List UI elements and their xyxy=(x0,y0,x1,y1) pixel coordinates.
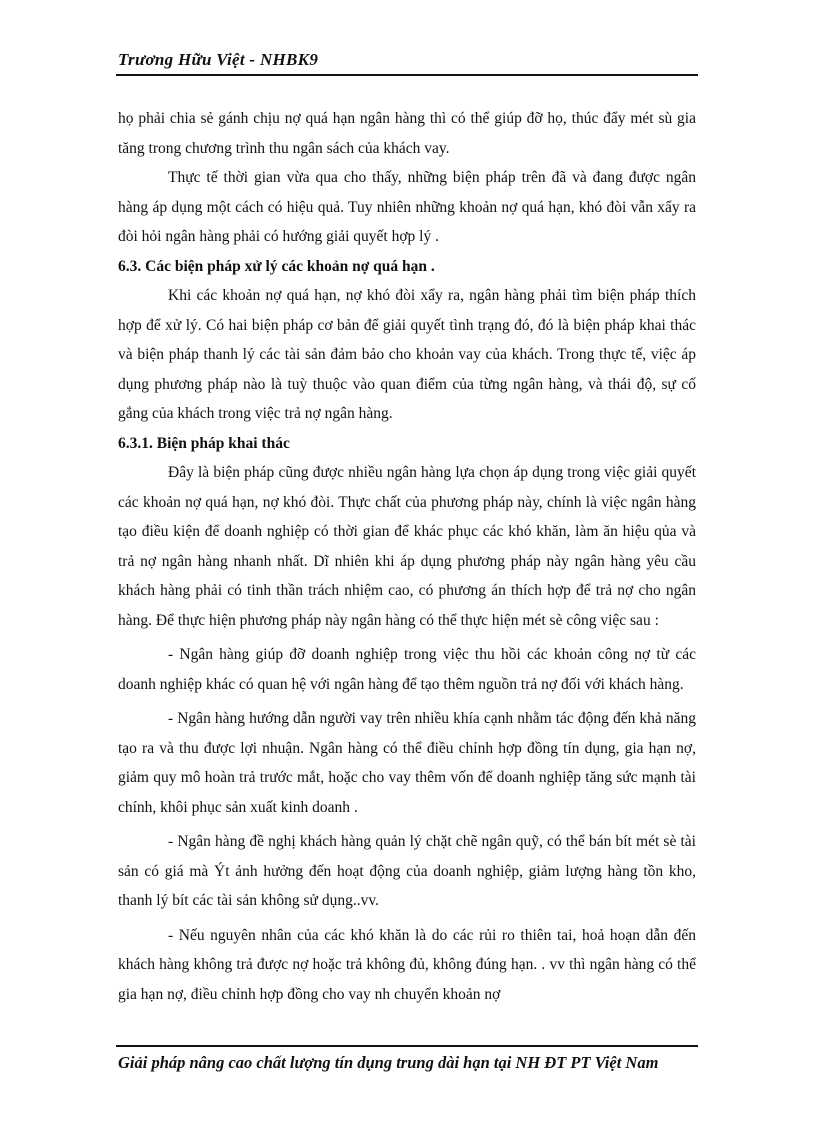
subsection-heading: 6.3.1. Biện pháp khai thác xyxy=(118,434,290,452)
page-header-title: Trương Hữu Việt - NHBK9 xyxy=(118,50,319,69)
list-item: - Ngân hàng hướng dẫn người vay trên nhiều khía cạnh nhằm tác động đến khả năng tạo ra và thu được lợi nhuận. Ngân hàng có thể điều chỉnh hợp đồng tín dụng, gia hạn nợ, giảm quy mô hoàn trả trước mắt, hoặc cho vay thêm vốn để doanh nghiệp tăng sức mạnh tài chính, khôi phục sản xuất kinh doanh . xyxy=(118,710,696,816)
page-footer-title: Giải pháp nâng cao chất lượng tín dụng trung dài hạn tại NH ĐT PT Việt Nam xyxy=(118,1053,659,1072)
list-item: - Ngân hàng đề nghị khách hàng quản lý chặt chẽ ngân quỹ, có thể bán bít mét sè tài sản có giá mà Ýt ảnh hưởng đến hoạt động của doanh nghiệp, giảm lượng hàng tồn kho, thanh lý bít các tài sản không sử dụng..vv. xyxy=(118,833,696,909)
paragraph: Thực tế thời gian vừa qua cho thấy, những biện pháp trên đã và đang được ngân hàng áp dụng một cách có hiệu quả. Tuy nhiên những khoản nợ quá hạn, khó đòi vẫn xẩy ra đòi hỏi ngân hàng phải có hướng giải quyết hợp lý . xyxy=(118,169,696,245)
page-content xyxy=(118,104,696,1009)
footer-divider xyxy=(116,1045,698,1047)
paragraph: Khi các khoản nợ quá hạn, nợ khó đòi xẩy ra, ngân hàng phải tìm biện pháp thích hợp để xử lý. Có hai biện pháp cơ bản để giải quyết tình trạng đó, đó là biện pháp khai thác và biện pháp thanh lý các tài sản đảm bảo cho khoản vay của khách. Trong thực tế, việc áp dụng phương pháp nào là tuỳ thuộc vào quan điểm của từng ngân hàng, và thái độ, sự cố gắng của khách trong việc trả nợ ngân hàng. xyxy=(118,287,696,422)
paragraph: Đây là biện pháp cũng được nhiều ngân hàng lựa chọn áp dụng trong việc giải quyết các khoản nợ quá hạn, nợ khó đòi. Thực chất của phương pháp này, chính là việc ngân hàng tạo điều kiện để doanh nghiệp có thời gian để khác phục các khó khăn, làm ăn hiệu qủa và trả nợ ngân hàng nhanh nhất. Dĩ nhiên khi áp dụng phương pháp này ngân hàng yêu cầu khách hàng phải có tinh thần trách nhiệm cao, có phương án thích hợp để trả nợ cho ngân hàng. Để thực hiện phương pháp này ngân hàng có thể thực hiện mét sè công việc sau : xyxy=(118,464,696,629)
header-divider xyxy=(116,74,698,76)
section-heading: 6.3. Các biện pháp xử lý các khoản nợ quá hạn . xyxy=(118,257,435,275)
list-item: - Ngân hàng giúp đỡ doanh nghiệp trong việc thu hồi các khoản công nợ từ các doanh nghiệp khác có quan hệ với ngân hàng để tạo thêm nguồn trả nợ đối với khách hàng. xyxy=(118,646,696,693)
paragraph: họ phải chia sẻ gánh chịu nợ quá hạn ngân hàng thì có thể giúp đỡ họ, thúc đẩy mét sù gia tăng trong chương trình thu ngân sách của khách vay. xyxy=(118,110,696,157)
list-item: - Nếu nguyên nhân của các khó khăn là do các rủi ro thiên tai, hoả hoạn dẫn đến khách hàng không trả được nợ hoặc trả không đủ, không đúng hạn. . vv thì ngân hàng có thể gia hạn nợ, điều chỉnh hợp đồng cho vay nh chuyển khoản nợ xyxy=(118,926,696,1003)
